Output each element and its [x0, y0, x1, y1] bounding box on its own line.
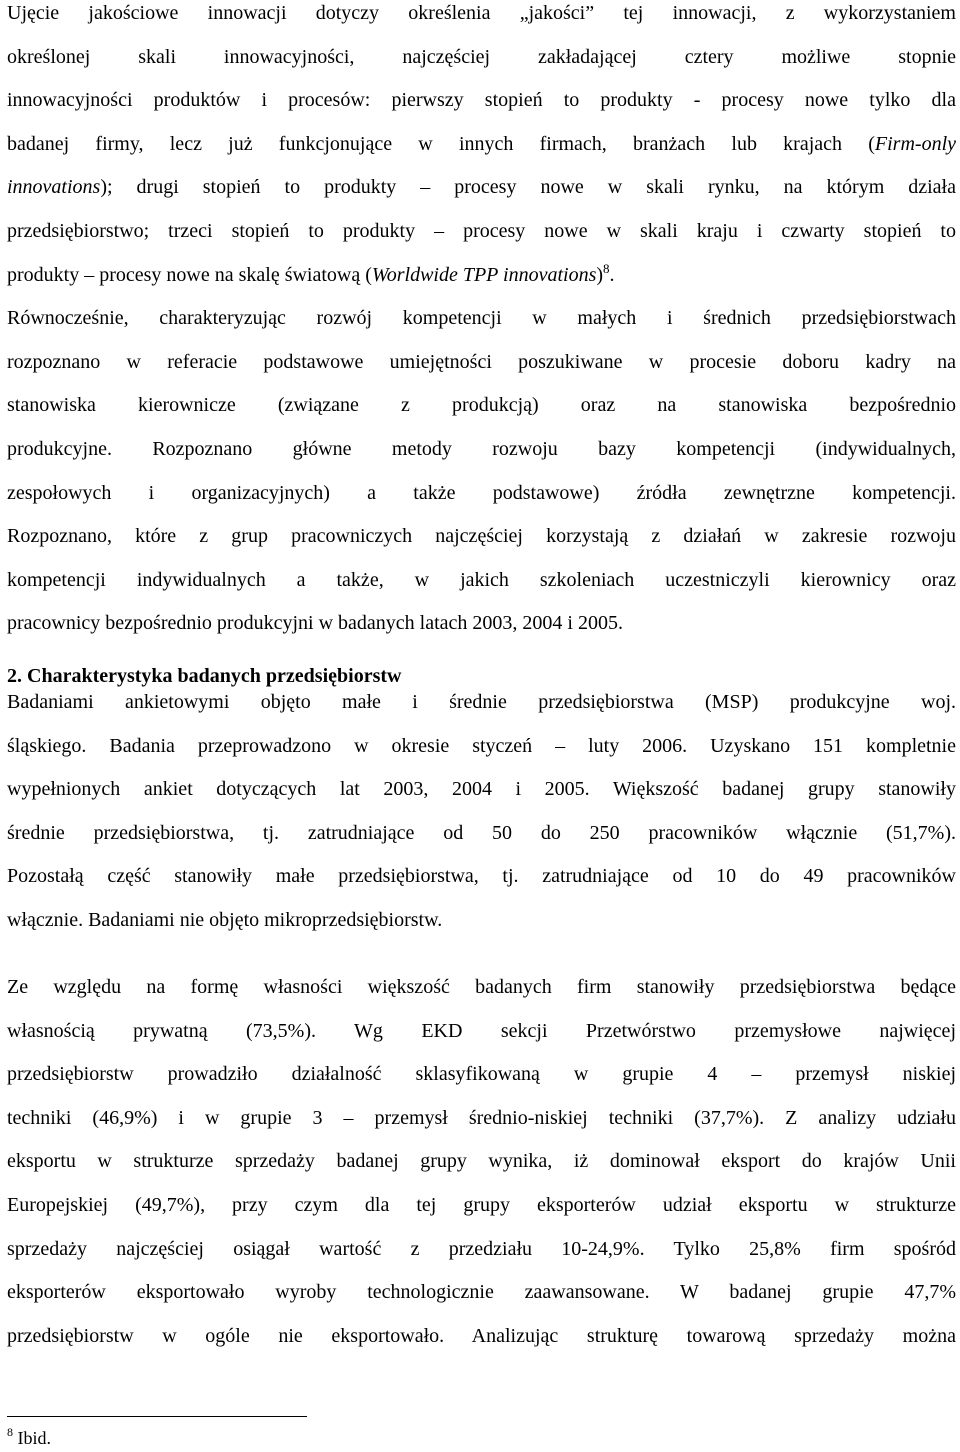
text-line: pracownicy bezpośrednio produkcyjni w badanych latach 2003, 2004 i 2005.	[7, 612, 623, 635]
text-line: wypełnionych ankiet dotyczących lat 2003, 2004 i 2005. Większość badanej grupy stanowiły	[7, 778, 956, 801]
text-line: przedsiębiorstw w ogóle nie eksportowało. Analizując strukturę towarową sprzedaży można	[7, 1324, 956, 1347]
italic-term: innovations	[7, 176, 101, 199]
text-line	[7, 254, 956, 298]
text-line: Badaniami ankietowymi objęto małe i średnie przedsiębiorstwa (MSP) produkcyjne woj.	[7, 691, 956, 713]
text-line: Ze względu na formę własności większość badanych firm stanowiły przedsiębiorstwa będące	[7, 976, 956, 998]
text-line: śląskiego. Badania przeprowadzono w okresie styczeń – luty 2006. Uzyskano 151 kompletnie	[7, 734, 956, 757]
section-heading: 2. Charakterystyka badanych przedsiębiorstw	[7, 665, 402, 687]
text-line: kompetencji indywidualnych a także, w jakich szkoleniach uczestniczyli kierownicy oraz	[7, 568, 956, 591]
footnote-text: Ibid.	[17, 1428, 51, 1448]
text-line: Równocześnie, charakteryzując rozwój kompetencji w małych i średnich przedsiębiorstwach	[7, 307, 956, 330]
text-line	[7, 123, 956, 167]
text-segment: )	[596, 263, 604, 286]
text-line: określonej skali innowacyjności, najczęściej zakładającej cztery możliwe stopnie	[7, 45, 956, 68]
text-line: rozpoznano w referacie podstawowe umiejętności poszukiwane w procesie doboru kadry na	[7, 350, 956, 373]
text-line: zespołowych i organizacyjnych) a także podstawowe) źródła zewnętrzne kompetencji.	[7, 481, 956, 504]
footnote-divider	[7, 1416, 307, 1417]
text-line: przedsiębiorstw prowadziło działalność sklasyfikowaną w grupie 4 – przemysł niskiej	[7, 1063, 956, 1086]
text-line: Pozostałą część stanowiły małe przedsiębiorstwa, tj. zatrudniające od 10 do 49 pracowników	[7, 865, 956, 888]
text-line: włącznie. Badaniami nie objęto mikroprzedsiębiorstw.	[7, 908, 443, 931]
text-line: stanowiska kierownicze (związane z produkcją) oraz na stanowiska bezpośrednio	[7, 394, 956, 417]
text-line: przedsiębiorstwo; trzeci stopień to produkty – procesy nowe w skali kraju i czwarty stopień to	[7, 219, 956, 242]
italic-term: Worldwide TPP innovations	[371, 263, 597, 286]
text-line: techniki (46,9%) i w grupie 3 – przemysł średnio-niskiej techniki (37,7%). Z analizy udziału	[7, 1106, 956, 1129]
text-line: innowacyjności produktów i procesów: pierwszy stopień to produkty - procesy nowe tylko dla	[7, 89, 956, 112]
italic-term: Firm-only	[874, 132, 956, 155]
text-line: sprzedaży najczęściej osiągał wartość z przedziału 10-24,9%. Tylko 25,8% firm spośród	[7, 1237, 956, 1260]
text-line: Rozpoznano, które z grup pracowniczych najczęściej korzystają z działań w zakresie rozwoju	[7, 525, 956, 548]
text-segment: ); drugi stopień to produkty – procesy nowe w skali rynku, na którym działa	[100, 176, 956, 199]
text-line	[7, 166, 956, 210]
text-line: własnością prywatną (73,5%). Wg EKD sekcji Przetwórstwo przemysłowe najwięcej	[7, 1019, 956, 1042]
paragraph-innovation-quality	[7, 0, 956, 646]
text-line: Ujęcie jakościowe innowacji dotyczy określenia „jakości” tej innowacji, z wykorzystaniem	[7, 2, 956, 24]
text-line: Europejskiej (49,7%), przy czym dla tej grupy eksporterów udział eksportu w strukturze	[7, 1193, 956, 1216]
text-line: eksportu w strukturze sprzedaży badanej grupy wynika, iż dominował eksport do krajów Unii	[7, 1150, 956, 1173]
paragraph-survey	[7, 681, 956, 943]
text-line: eksporterów eksportowało wyroby technologicznie zaawansowane. W badanej grupie 47,7%	[7, 1281, 956, 1304]
paragraph-ownership	[7, 966, 956, 1358]
text-line: średnie przedsiębiorstwa, tj. zatrudniające od 50 do 250 pracowników włącznie (51,7%).	[7, 821, 956, 844]
text-segment: badanej firmy, lecz już funkcjonujące w innych firmach, branżach lub krajach (	[7, 132, 875, 155]
text-segment: produkty – procesy nowe na skalę światową (	[7, 263, 372, 286]
footnote	[7, 1426, 51, 1450]
text-line: produkcyjne. Rozpoznano główne metody rozwoju bazy kompetencji (indywidualnych,	[7, 437, 956, 460]
footnote-reference[interactable]: 8	[603, 260, 610, 276]
footnote-number: 8	[7, 1425, 13, 1439]
text-segment: .	[609, 263, 615, 286]
